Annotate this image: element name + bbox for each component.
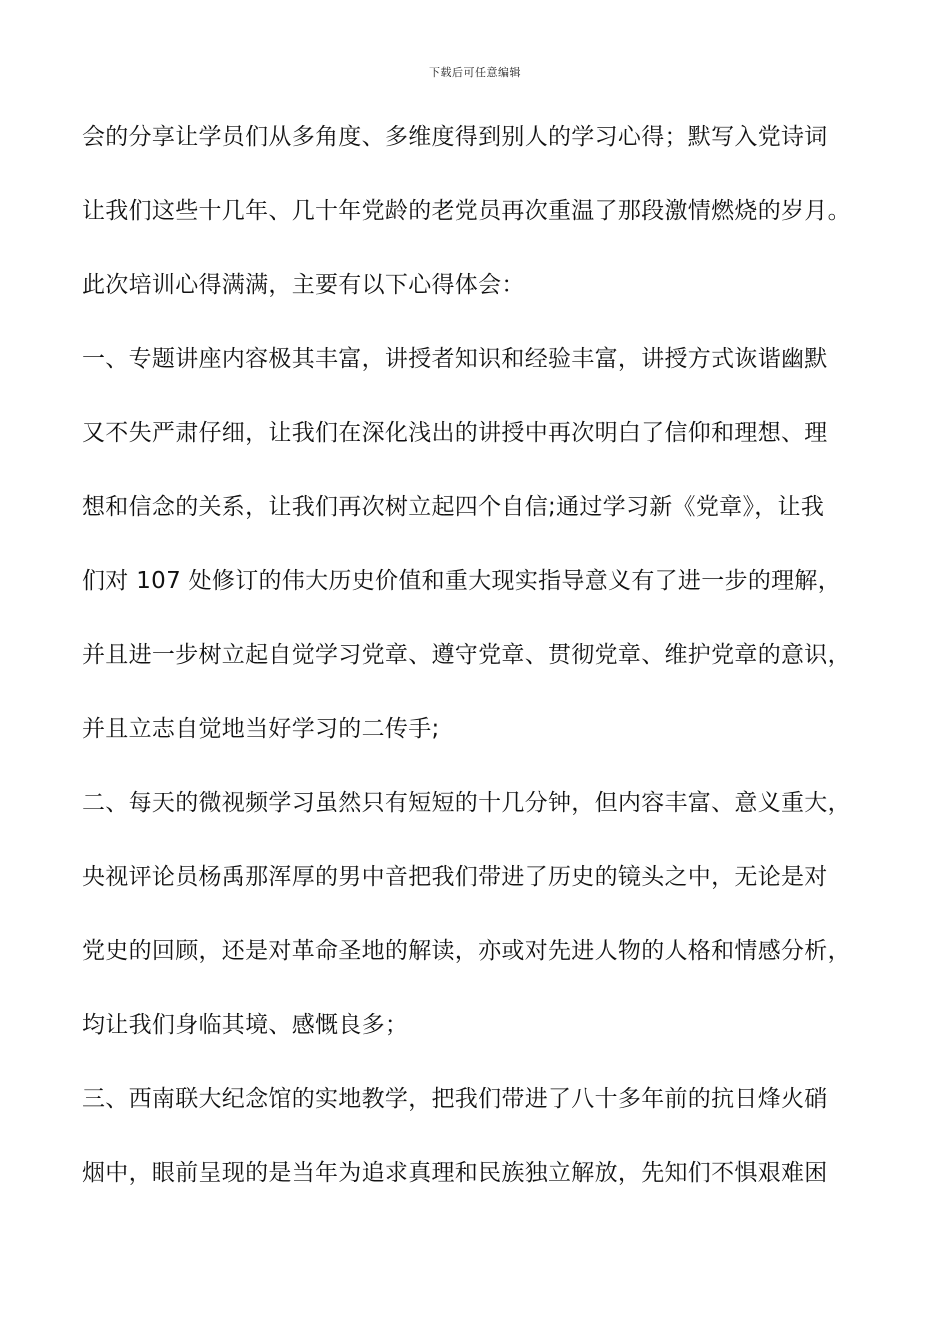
text-line: 让我们这些十几年、几十年党龄的老党员再次重温了那段激情燃烧的岁月。 <box>82 198 851 224</box>
text-line: 又不失严肃仔细，让我们在深化浅出的讲授中再次明白了信仰和理想、理 <box>82 420 828 446</box>
text-line: 此次培训心得满满，主要有以下心得体会： <box>82 272 525 298</box>
text-line: 二、每天的微视频学习虽然只有短短的十几分钟，但内容丰富、意义重大， <box>82 790 851 816</box>
text-line: 烟中，眼前呈现的是当年为追求真理和民族独立解放，先知们不惧艰难困 <box>82 1160 828 1186</box>
text-line: 均让我们身临其境、感慨良多； <box>82 1012 409 1038</box>
text-line: 们对 107 处修订的伟大历史价值和重大现实指导意义有了进一步的理解， <box>82 568 842 594</box>
document-body <box>82 112 882 1222</box>
text-line: 央视评论员杨禹那浑厚的男中音把我们带进了历史的镜头之中，无论是对 <box>82 864 828 890</box>
text-line: 会的分享让学员们从多角度、多维度得到别人的学习心得；默写入党诗词 <box>82 124 828 150</box>
text-line: 并且立志自觉地当好学习的二传手; <box>82 716 440 742</box>
text-line: 并且进一步树立起自觉学习党章、遵守党章、贯彻党章、维护党章的意识， <box>82 642 851 668</box>
text-line: 想和信念的关系，让我们再次树立起四个自信;通过学习新《党章》，让我 <box>82 494 825 520</box>
text-line: 一、专题讲座内容极其丰富，讲授者知识和经验丰富，讲授方式诙谐幽默 <box>82 346 828 372</box>
text-line: 三、西南联大纪念馆的实地教学，把我们带进了八十多年前的抗日烽火硝 <box>82 1086 828 1112</box>
page-header: 下载后可任意编辑 <box>429 66 521 79</box>
text-line: 党史的回顾，还是对革命圣地的解读，亦或对先进人物的人格和情感分析， <box>82 938 851 964</box>
